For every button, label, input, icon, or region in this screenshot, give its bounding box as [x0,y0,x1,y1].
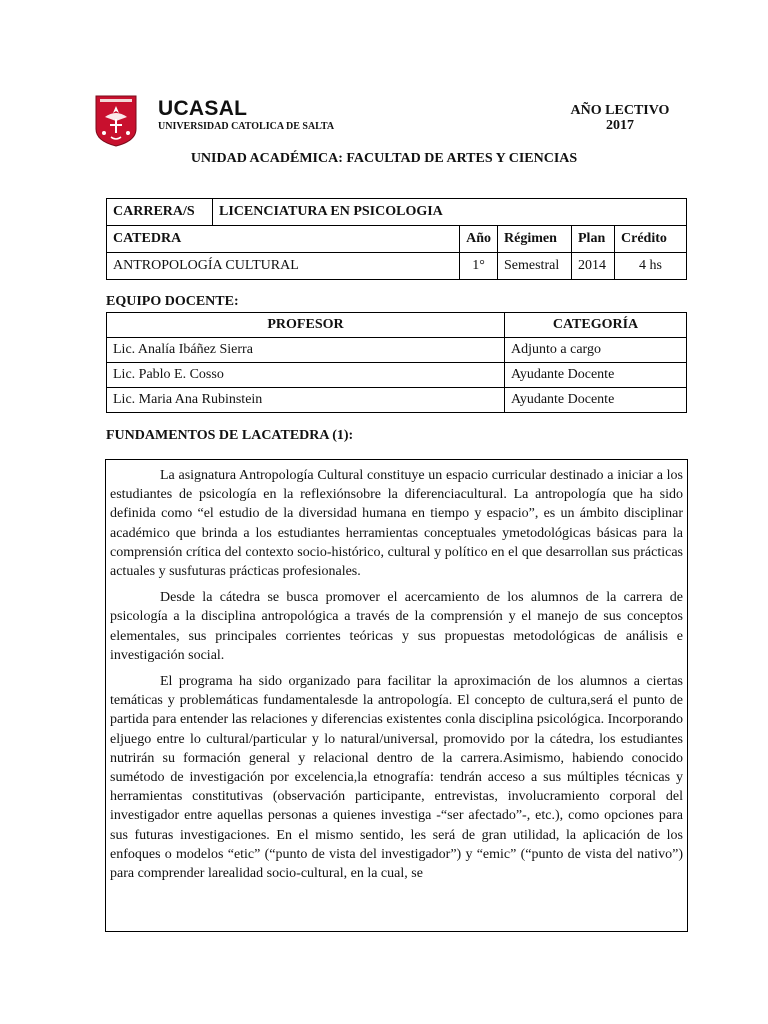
fundamentos-title: FUNDAMENTOS DE LACATEDRA (1): [106,428,354,443]
paragraph: El programa ha sido organizado para facilitar la aproximación de los alumnos a ciertas temáticas y problemáticas fundamentalesde la antropología. El concepto de cultura,será el punto de partida para entender las relaciones y diferencias existentes conla disciplina psicológica. Incorporando eljuego entre lo cultural/particular y lo natural/universal, promovido por la cátedra, los estudiantes nutrirán su formación general y relacional dentro de la carrera.Asimismo, habiendo conocido sumétodo de investigación por excelencia,la etnografía: tendrán acceso a sus múltiples técnicas y herramientas constitutivas (observación participante, entrevistas, involucramiento corporal del investigador entre aquellas personas a quienes investiga -“ser afectado”-, etc.), como opciones para sus futuras investigaciones. En el mismo sentido, les será de gran utilidad, la aplicación de los enfoques o modelos “etic” (“punto de vista del investigador”) y “emic” (“punto de vista del nativo”) para comprender larealidad socio-cultural, en la cual, se [110,674,683,882]
table-row [107,338,687,363]
equipo-title: EQUIPO DOCENTE: [106,294,239,309]
profesor-cell: Lic. Analía Ibáñez Sierra [107,338,505,363]
col-plan: Plan [572,226,615,253]
table-row [107,363,687,388]
career-value: LICENCIATURA EN PSICOLOGIA [213,199,687,226]
course-data-row [107,253,687,280]
year-value: 2017 [606,118,634,133]
profesor-cell: Lic. Pablo E. Cosso [107,363,505,388]
university-name: UNIVERSIDAD CATOLICA DE SALTA [158,121,335,132]
paragraph: La asignatura Antropología Cultural constituye un espacio curricular destinado a iniciar a los estudiantes de psicología en la reflexiónsobre la diferenciacultural. La antropología que ha sido definida como “el estudio de la diversidad humana en tiempo y espacio”, es un ámbito disciplinar académico que brinda a los estudiantes herramientas conceptuales ymetodológicas básicas para la comprensión crítica del contexto socio-histórico, cultural y político en el que desarrollan sus prácticas actuales y susfuturas prácticas profesionales. [110,468,683,580]
col-categoria: CATEGORÍA [505,313,687,338]
career-row [107,199,687,226]
university-shield-logo [95,95,137,147]
fundamentos-text [110,466,683,883]
col-ano: Año [460,226,498,253]
col-credito: Crédito [615,226,687,253]
ano-value: 1° [460,253,498,280]
credito-value: 4 hs [615,253,687,280]
course-header-row [107,226,687,253]
paragraph: Desde la cátedra se busca promover el acercamiento de los alumnos de la carrera de psicología a la disciplina antropológica a través de la comprensión y el manejo de sus conceptos elementales, sus principales corrientes teóricas y sus propuestas metodológicas de análisis e investigación social. [110,590,683,663]
table-row [107,388,687,413]
brand-block [158,97,334,133]
equipo-header-row [107,313,687,338]
academic-year-block [540,103,700,133]
regimen-value: Semestral [498,253,572,280]
fundamentos-box [105,459,688,932]
faculty-title: UNIDAD ACADÉMICA: FACULTAD DE ARTES Y CIENCIAS [190,151,578,166]
col-regimen: Régimen [498,226,572,253]
col-profesor: PROFESOR [107,313,505,338]
career-label: CARRERA/S [107,199,213,226]
profesor-cell: Lic. Maria Ana Rubinstein [107,388,505,413]
catedra-value: ANTROPOLOGÍA CULTURAL [107,253,460,280]
categoria-cell: Ayudante Docente [505,388,687,413]
year-label: AÑO LECTIVO [570,103,670,118]
brand-name: UCASAL [158,97,248,120]
course-table [106,198,687,280]
categoria-cell: Adjunto a cargo [505,338,687,363]
categoria-cell: Ayudante Docente [505,363,687,388]
plan-value: 2014 [572,253,615,280]
equipo-table [106,312,687,413]
col-catedra: CATEDRA [107,226,460,253]
